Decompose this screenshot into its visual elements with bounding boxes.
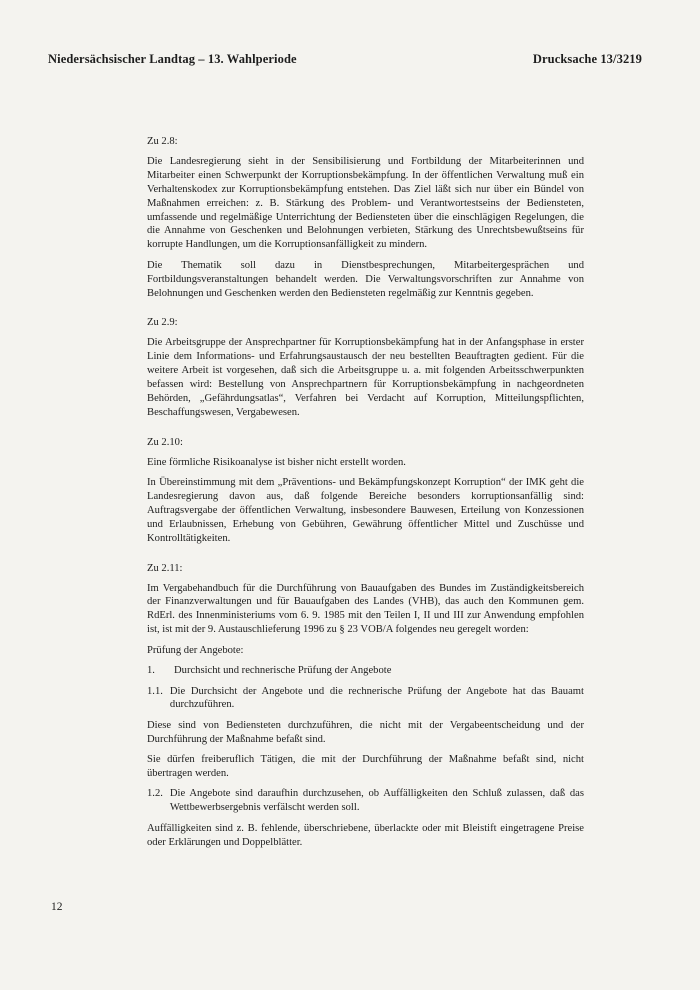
paragraph: Diese sind von Bediensteten durchzuführen, die nicht mit der Vergabeentscheidung und der Durchführung der Maßnahme befaßt sind. bbox=[147, 719, 584, 745]
section-heading-2-9: Zu 2.9: bbox=[147, 317, 178, 329]
item-text: Durchsicht und rechnerische Prüfung der Angebote bbox=[174, 665, 392, 677]
header-title: Niedersächsischer Landtag – 13. Wahlperiode bbox=[48, 52, 297, 66]
paragraph: Auffälligkeiten sind z. B. fehlende, überschriebene, überlackte oder mit Bleistift eingetragene Preise oder Erklärungen und Doppelblätter. bbox=[147, 822, 584, 848]
item-text: Die Angebote sind daraufhin durchzusehen, ob Auffälligkeiten den Schluß zulassen, daß das Wettbewerbsergebnis verfälscht werden soll. bbox=[169, 788, 584, 814]
paragraph: Eine förmliche Risikoanalyse ist bisher nicht erstellt worden. bbox=[147, 456, 406, 468]
paragraph: Die Thematik soll dazu in Dienstbesprechungen, Mitarbeitergesprächen und Fortbildungsveranstaltungen behandelt werden. Die Verwaltungsvorschriften zur Annahme von Belohnungen und Geschenken werden den Bediensteten regelmäßig zur Kenntnis gegeben. bbox=[147, 259, 584, 299]
item-text: Die Durchsicht der Angebote und die rechnerische Prüfung der Angebote hat das Bauamt durchzuführen. bbox=[169, 685, 584, 711]
section-heading-2-11: Zu 2.11: bbox=[147, 562, 183, 574]
item-number: 1.2. bbox=[147, 788, 163, 800]
section-heading-2-10: Zu 2.10: bbox=[147, 436, 183, 448]
paragraph: Prüfung der Angebote: bbox=[147, 644, 244, 656]
item-number: 1.1. bbox=[147, 685, 163, 697]
document-body bbox=[147, 135, 584, 856]
section-heading-2-8: Zu 2.8: bbox=[147, 136, 178, 147]
document-number: Drucksache 13/3219 bbox=[532, 52, 642, 66]
paragraph: Die Arbeitsgruppe der Ansprechpartner für Korruptionsbekämpfung hat in der Anfangsphase in erster Linie dem Informations- und Erfahrungsaustausch der neu bestellten Beauftragten gedient. Für die weitere Arbeit ist vorgesehen, daß sich die Arbeitsgruppe u. a. mit folgenden Arbeitsschwerpunkten befassen wird: Bestellung von Ansprechpartnern für Korruptionsbekämpfung in nachgeordneten Behörden, „Gefährdungsatlas“, Verfahren bei Verdacht auf Korruption, Mitteilungspflichten, Beschaffungswesen, Vergabewesen. bbox=[147, 337, 584, 418]
paragraph: Die Landesregierung sieht in der Sensibilisierung und Fortbildung der Mitarbeiterinnen und Mitarbeiter einen Schwerpunkt der Korruptionsbekämpfung. In der öffentlichen Verwaltung muß ein Verhaltenskodex zur Korruptionsbekämpfung entstehen. Das Ziel läßt sich nur über ein Bündel von Maßnahmen erreichen: z. B. Stärkung des Problem- und Verantwortestseins der Bediensteten, umfassende und regelmäßige Unterrichtung der Bediensteten über die einschlägigen Regelungen, die die Annahme von Geschenken und Belohnungen verbieten, Stärkung des Unrechtsbewußtseins für korrupte Handlungen, um die Korruptionsanfälligkeit zu mindern. bbox=[147, 155, 584, 251]
page-number: 12 bbox=[51, 901, 63, 913]
numbered-item-1-1 bbox=[147, 685, 584, 713]
numbered-item-1 bbox=[147, 664, 584, 678]
page-header bbox=[48, 52, 642, 67]
paragraph: Im Vergabehandbuch für die Durchführung von Bauaufgaben des Bundes im Zuständigkeitsbereich der Finanzverwaltungen und für Bauaufgaben des Landes (VHB), das auch den Kommunen gem. RdErl. des Innenministeriums vom 6. 9. 1985 mit den Teilen I, II und III zur Anwendung empfohlen ist, ist mit der 9. Austauschlieferung 1996 zu § 23 VOB/A folgendes neu geregelt worden: bbox=[147, 582, 584, 636]
paragraph: Sie dürfen freiberuflich Tätigen, die mit der Durchführung der Maßnahme befaßt sind, nicht übertragen werden. bbox=[147, 754, 584, 780]
item-number: 1. bbox=[147, 665, 155, 677]
paragraph: In Übereinstimmung mit dem „Präventions- und Bekämpfungskonzept Korruption“ der IMK geht die Landesregierung davon aus, daß folgende Bereiche besonders korruptionsanfällig sind: Auftragsvergabe der öffentlichen Verwaltung, insbesondere Bauwesen, Erteilung von Konzessionen und Erlaubnissen, Erhebung von Gebühren, Gewährung öffentlicher Mittel und Zuschüsse und Kontrolltätigkeiten. bbox=[147, 477, 584, 544]
numbered-item-1-2 bbox=[147, 787, 584, 815]
